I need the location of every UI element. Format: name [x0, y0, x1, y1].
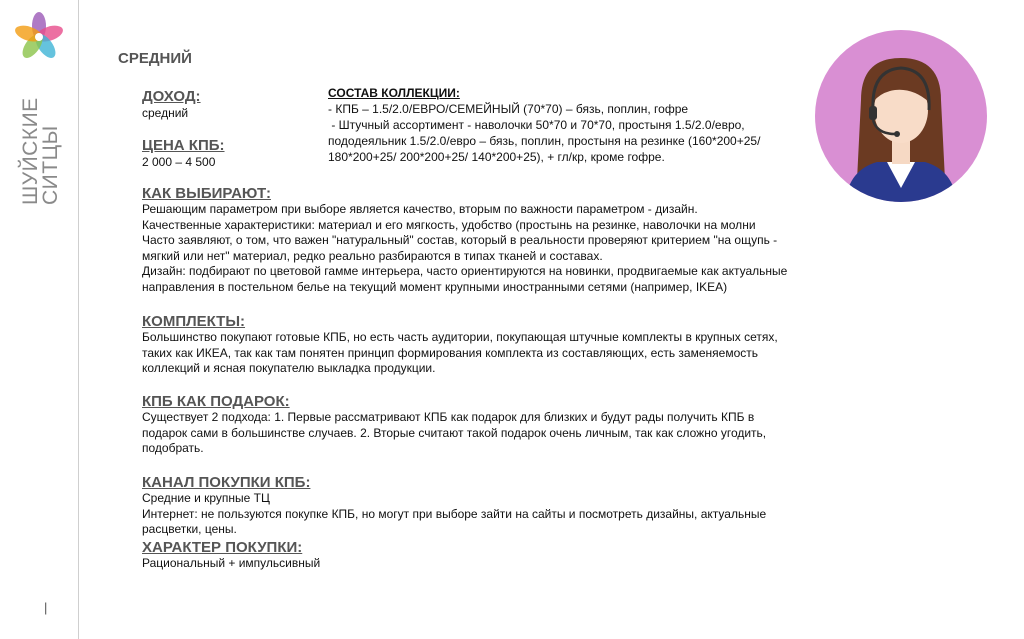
collection-line: - КПБ – 1.5/2.0/ЕВРО/СЕМЕЙНЫЙ (70*70) – бязь, поплин, гофре	[328, 102, 689, 116]
collection-line: 180*200+25/ 200*200+25/ 140*200+25), + гл/кр, кроме гофре.	[328, 150, 665, 164]
how-choose-line: Решающим параметром при выборе является качество, вторым по важности параметром - дизайн.	[142, 202, 698, 216]
how-choose-line: Дизайн: подбирают по цветовой гамме интерьера, часто ориентируются на новинки, продвигаемые как актуальные	[142, 264, 788, 278]
how-choose-line: мягкий или нет" материал, редко реально разбираются в типах тканей и составах.	[142, 248, 603, 263]
channel-heading: КАНАЛ ПОКУПКИ КПБ:	[142, 474, 311, 491]
gift-heading: КПБ КАК ПОДАРОК:	[142, 393, 290, 410]
brand-line-1: ШУЙСКИЕ	[19, 97, 42, 205]
collection-heading: СОСТАВ КОЛЛЕКЦИИ:	[328, 86, 460, 100]
character-value: Рациональный + импульсивный	[142, 556, 321, 570]
income-heading: ДОХОД:	[142, 88, 201, 105]
collection-line: - Штучный ассортимент - наволочки 50*70 и 70*70, простыня 1.5/2.0/евро,	[328, 118, 745, 132]
gift-line: подобрать.	[142, 441, 204, 455]
how-choose-line: направления в постельном белье на текущий момент крупными иностранными сетями (например, IKEA)	[142, 279, 728, 294]
brand-name	[21, 97, 61, 205]
how-choose-line: Часто заявляют, о том, что важен "натуральный" состав, который в реальности проверяют критерием "на ощупь -	[142, 233, 778, 247]
sets-line: Большинство покупают готовые КПБ, но есть часть аудитории, покупающая штучные комплекты в крупных сетях,	[142, 330, 778, 344]
collection-section	[328, 85, 808, 165]
sidebar	[0, 0, 78, 639]
sets-line: таких как ИКЕА, так как там понятен принцип формирования комплекта из составляющих, есть заменяемость	[142, 345, 758, 360]
channel-line: расцветки, цены.	[142, 522, 237, 536]
channel-line: Интернет: не пользуются покупке КПБ, но могут при выборе зайти на сайты и посмотреть дизайны, актуальные	[142, 506, 767, 521]
brand-line-2: СИТЦЫ	[39, 125, 62, 205]
gift-line: Существует 2 подхода: 1. Первые рассматривают КПБ как подарок для близких и будут рады получить КПБ в	[142, 410, 755, 424]
price-heading: ЦЕНА КПБ:	[142, 137, 225, 154]
sets-section	[142, 313, 842, 377]
channel-section	[142, 474, 842, 538]
sets-line: коллекций и ясная покупателю выкладка продукции.	[142, 361, 436, 375]
channel-line: Средние и крупные ТЦ	[142, 491, 270, 505]
income-value: средний	[142, 106, 189, 120]
segment-title: СРЕДНИЙ	[118, 50, 192, 67]
how-choose-line: Качественные характеристики: материал и его мягкость, удобство (простынь на резинке, наволочки на молни	[142, 217, 756, 232]
gift-section	[142, 393, 842, 457]
customer-avatar-icon	[815, 30, 987, 202]
how-choose-heading: КАК ВЫБИРАЮТ:	[142, 185, 271, 202]
collection-line: пододеяльник 1.5/2.0/евро – бязь, поплин, простыня на резинке (160*200+25/	[328, 134, 761, 148]
character-heading: ХАРАКТЕР ПОКУПКИ:	[142, 539, 303, 556]
side-mark: |	[44, 600, 48, 615]
sidebar-divider	[78, 0, 79, 639]
flower-logo-icon	[12, 10, 66, 64]
gift-line: подарок сами в большинстве случаев. 2. Вторые считают такой подарок очень личным, так как сложно угодить,	[142, 425, 767, 440]
sets-heading: КОМПЛЕКТЫ:	[142, 313, 246, 330]
how-choose-section	[142, 185, 842, 295]
character-section	[142, 539, 842, 572]
price-value: 2 000 – 4 500	[142, 155, 216, 169]
